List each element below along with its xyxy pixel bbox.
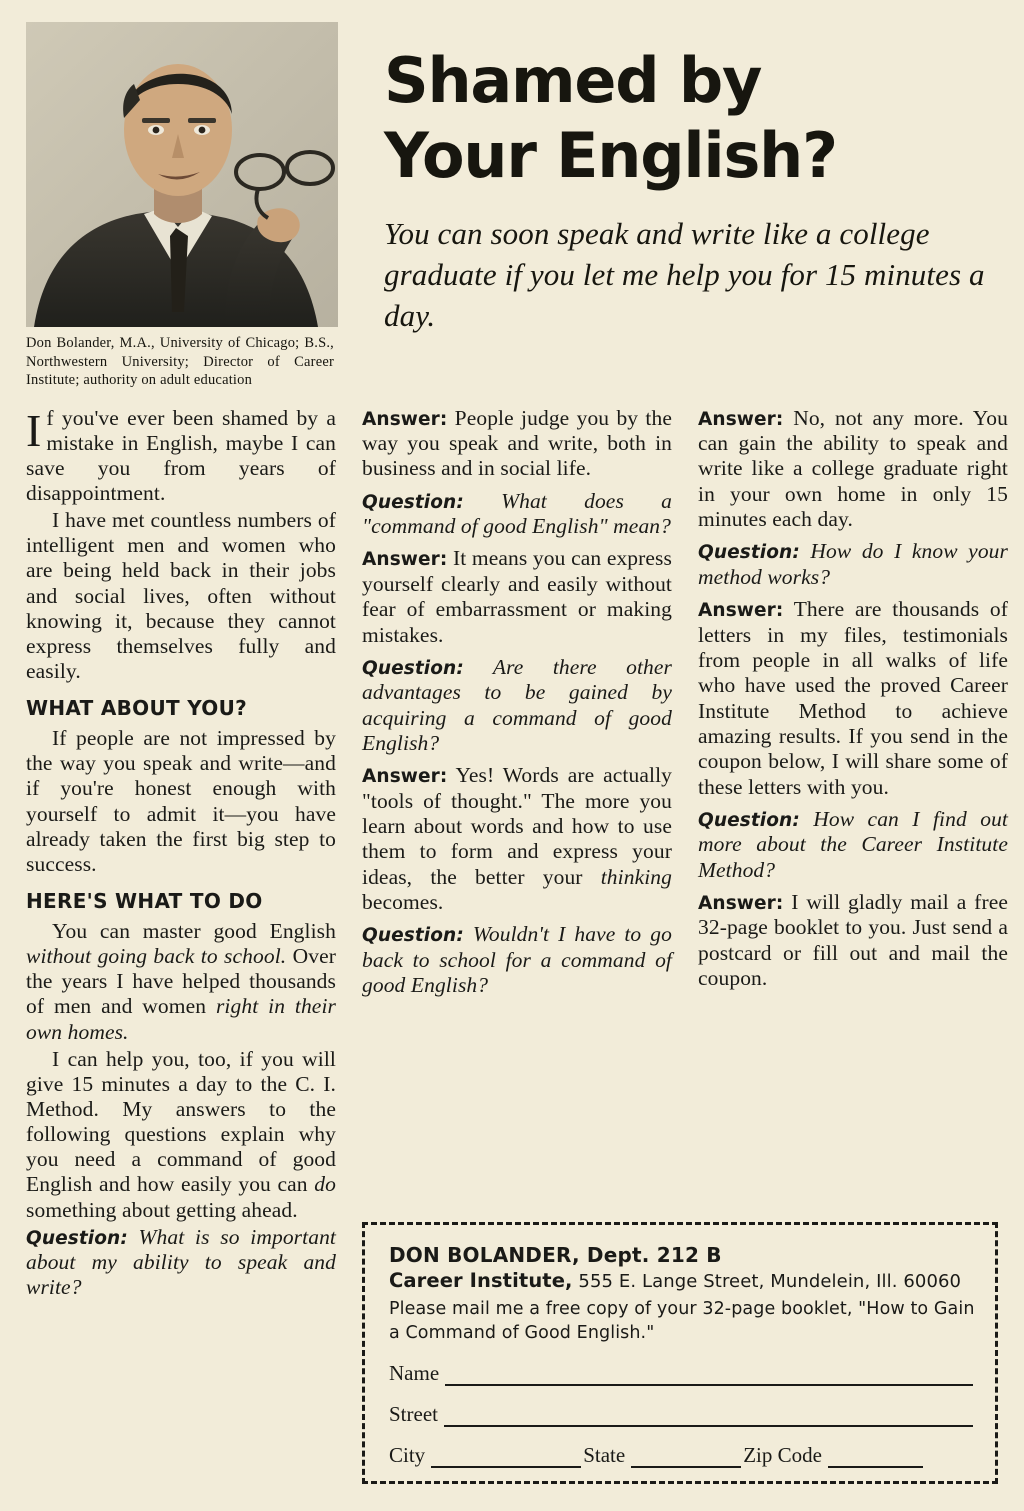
heading-heres-what-to-do: HERE'S WHAT TO DO xyxy=(26,889,263,914)
text-segment: I can help you, too, if you will give 15 minutes a day to the C. I. Method. My answers to the following questions explain why you need a command of good English and how easily you can xyxy=(26,1046,336,1197)
text-segment: You can master good English xyxy=(52,919,336,944)
qa-text: Wouldn't I have to go back to school for a command of good English? xyxy=(362,922,672,998)
paragraph-impressed: If people are not impressed by the way you speak and write—and if you're honest enough with yourself to admit it—you have already taken the first big step to success. xyxy=(26,726,336,876)
coupon-zip-label: Zip Code xyxy=(743,1443,822,1468)
coupon-name-field-row[interactable] xyxy=(389,1361,975,1386)
qa-label: Answer: xyxy=(362,549,448,571)
qa-text: becomes. xyxy=(362,890,444,915)
qa-question-1 xyxy=(26,1225,336,1301)
headline-column xyxy=(342,22,998,390)
mail-in-coupon[interactable] xyxy=(362,1222,998,1484)
name-input[interactable] xyxy=(445,1370,973,1386)
text-segment-italic: right in their own homes. xyxy=(26,994,336,1044)
qa-text: I will gladly mail a free 32-page booklet to you. Just send a postcard or fill out and mail the coupon. xyxy=(698,890,1008,991)
qa-answer-5 xyxy=(698,597,1008,800)
heading-what-about-you: WHAT ABOUT YOU? xyxy=(26,696,248,721)
qa-answer-6 xyxy=(698,890,1008,991)
qa-label: Answer: xyxy=(698,408,784,430)
qa-text: It means you can express yourself clearly and easily without fear of embarrassment or making mistakes. xyxy=(362,546,672,647)
qa-answer-2 xyxy=(362,546,672,647)
text-segment: something about getting ahead. xyxy=(26,1197,298,1222)
qa-answer-3 xyxy=(362,763,672,915)
qa-text: People judge you by the way you speak and write, both in business and in social life. xyxy=(362,405,672,481)
qa-label: Question: xyxy=(362,657,464,679)
qa-text: There are thousands of letters in my files, testimonials from people in all walks of life who have used the proved Career Institute Method to achieve amazing results. If you send in the coupon below, I will share some of these letters with you. xyxy=(698,597,1008,799)
street-input[interactable] xyxy=(444,1411,973,1427)
zip-input[interactable] xyxy=(828,1452,923,1468)
coupon-state-label: State xyxy=(583,1443,626,1468)
qa-label: Question: xyxy=(698,810,800,832)
paragraph-master-english xyxy=(26,919,336,1045)
headline-line-2: Your English? xyxy=(384,118,837,192)
coupon-recipient-name: DON BOLANDER, Dept. 212 B xyxy=(389,1243,722,1267)
coupon-street-field-row[interactable] xyxy=(389,1402,975,1427)
qa-label: Question: xyxy=(698,542,800,564)
qa-text: What is so important about my ability to speak and write? xyxy=(26,1224,336,1300)
portrait-of-don-bolander xyxy=(26,22,338,327)
headline-line-1: Shamed by xyxy=(384,44,762,117)
coupon-street-address: 555 E. Lange Street, Mundelein, Ill. 60060 xyxy=(578,1271,962,1292)
header-area xyxy=(0,0,1024,390)
column-one xyxy=(26,406,336,1308)
portrait-caption: Don Bolander, M.A., University of Chicago; B.S., Northwestern University; Director of Career Institute; authority on adult education xyxy=(26,335,334,389)
qa-answer-1 xyxy=(362,406,672,482)
qa-label: Answer: xyxy=(698,600,784,622)
page-title xyxy=(384,44,998,192)
paragraph-intro: If you've ever been shamed by a mistake in English, maybe I can save you from years of disappointment. xyxy=(26,404,336,506)
qa-text-italic: thinking xyxy=(600,864,672,889)
qa-text: Are there other advantages to be gained by acquiring a command of good English? xyxy=(362,654,672,755)
coupon-city-state-zip-row[interactable] xyxy=(389,1443,975,1468)
qa-label: Question: xyxy=(26,1227,128,1249)
qa-text: How can I find out more about the Career Institute Method? xyxy=(698,807,1008,882)
qa-label: Answer: xyxy=(362,408,448,430)
coupon-request-text: Please mail me a free copy of your 32-page booklet, "How to Gain a Command of Good English." xyxy=(389,1299,975,1343)
portrait-column xyxy=(26,22,342,390)
coupon-name-label: Name xyxy=(389,1361,440,1386)
coupon-city-label: City xyxy=(389,1443,426,1468)
column-three xyxy=(698,406,1008,1308)
qa-question-6 xyxy=(698,807,1008,883)
paragraph-countless: I have met countless numbers of intelligent men and women who are being held back in their jobs and social lives, often without knowing it, because they cannot express themselves fully and easily. xyxy=(26,508,336,684)
column-two xyxy=(362,406,672,1308)
paragraph-ci-method xyxy=(26,1047,336,1223)
qa-label: Answer: xyxy=(362,766,448,788)
coupon-address-line xyxy=(389,1269,975,1292)
text-segment: Over the years I have helped thousands of men and women xyxy=(26,944,337,1019)
coupon-organization: Career Institute, xyxy=(389,1269,573,1292)
qa-question-4 xyxy=(362,922,672,998)
coupon-street-label: Street xyxy=(389,1402,438,1427)
qa-question-5 xyxy=(698,539,1008,590)
qa-text: What does a "command of good English" mean? xyxy=(362,488,672,539)
qa-label: Question: xyxy=(362,491,464,513)
qa-text: Yes! Words are actually "tools of thought." The more you learn about words and how to use them to form and express your ideas, the better your xyxy=(362,763,672,889)
city-input[interactable] xyxy=(431,1452,581,1468)
qa-label: Answer: xyxy=(698,893,784,915)
body-columns xyxy=(0,390,1024,1308)
qa-label: Question: xyxy=(362,925,464,947)
text-segment-italic: do xyxy=(314,1172,336,1197)
qa-text: No, not any more. You can gain the ability to speak and write like a college graduate right in your own home in only 15 minutes each day. xyxy=(698,405,1008,532)
qa-text: How do I know your method works? xyxy=(698,539,1008,589)
subheadline: You can soon speak and write like a college graduate if you let me help you for 15 minutes a day. xyxy=(384,215,985,333)
state-input[interactable] xyxy=(631,1452,741,1468)
qa-question-3 xyxy=(362,655,672,756)
text-segment-italic: without going back to school. xyxy=(26,944,287,969)
qa-answer-4 xyxy=(698,406,1008,533)
qa-question-2 xyxy=(362,489,672,540)
